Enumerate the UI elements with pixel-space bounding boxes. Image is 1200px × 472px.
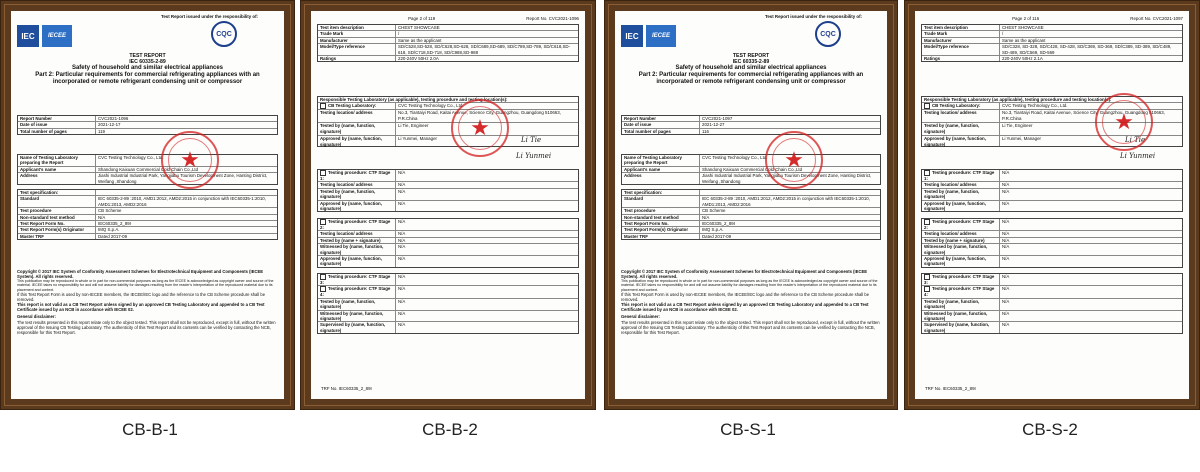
table-row: Test specification: xyxy=(18,190,277,196)
table-row: Model/Type reference SD/C328, SD-328, SD/C428, SD-428, SD/C369, SD-369, SD/C389, SD-389, SD/C489, SD-489, SD/C569, SD-569 xyxy=(922,44,1182,56)
table-row: Standard IEC 60335-2-89 :2010, AMD1:2012, AMD2:2015 in conjunction with IEC60335-1:2010, AMD1:2013, AMD2:2016 xyxy=(622,196,880,208)
table-row: Test procedure CB Scheme xyxy=(18,208,277,214)
lab-seal-stamp xyxy=(451,99,509,157)
table-row: Non-standard test method N/A xyxy=(622,215,880,221)
table-row: CB Testing Laboratory: CVC Testing Technology Co., Ltd. xyxy=(318,103,578,110)
table-row: Standard IEC 60335-2-89 :2010, AMD1:2012, AMD2:2015 in conjunction with IEC60335-1:2010, AMD1:2013, AMD2:2016 xyxy=(18,196,277,208)
certificate-frame-2 xyxy=(300,0,596,410)
table-row: Test Report Form No. IEC60335_2_89I xyxy=(622,221,880,227)
table-row: Test item description CHEST SHOWCASE xyxy=(318,25,578,31)
table-row: Testing procedure: CTF Stage 3: N/A xyxy=(922,274,1182,286)
checkbox xyxy=(320,103,326,109)
table-row: Testing location/ address N/A xyxy=(922,231,1182,237)
table-row: Approved by (name, function, signature) N/A xyxy=(320,256,406,267)
table-row: Name of Testing Laboratory preparing the Report CVC Testing Technology Co., Ltd. xyxy=(622,155,880,167)
star-icon: ★ xyxy=(180,147,200,172)
table-row: Witnessed by (name, function, signature) N/A xyxy=(318,311,578,323)
issued-by-text: Test Report issued under the responsibility of: xyxy=(765,14,863,19)
title-line-1: TEST REPORT xyxy=(129,53,166,59)
certificate-frame-4 xyxy=(904,0,1200,410)
table-row: Testing procedure: CTF Stage 4: N/A xyxy=(318,286,578,298)
certificate-page-3 xyxy=(615,11,887,399)
ctf1-table xyxy=(317,169,579,212)
table-row: Model/Type reference SD/C528,SD-528, SD/C628,SD-628, SD/C689,SD-689, SD/C789,SD-789, SD/C618,SD-618, SD/C718,SD-718, SD/C988,SD-988 xyxy=(318,44,578,56)
test-spec-table xyxy=(621,189,881,240)
table-row: Testing procedure: CTF Stage 2: N/A xyxy=(922,219,1182,231)
copyright-block: Copyright © 2017 IEC System of Conformity Assessment Schemes for Electrotechnical Equipment and Components (IECEE System). All rights reserved. This publication may be reproduced in whole or in part for non-commercial purposes as long as the IECEE is acknowledged as copyright owner and source of the material. IECEE takes no responsibility for and will not assume liability for damages resulting from the reader's interpretation of the reproduced material due to its placement and context. If this Test Report Form is used by non-IECEE members, the IECEE/IEC logo and the reference to the CB Scheme procedure shall be removed. This report is not valid as a CB Test Report unless signed by an approved CB Testing Laboratory and appended to a CB Test Certificate issued by an NCB in accordance with IECEE 02. General disclaimer: The test results presented in this report relate only to the object tested. This report shall not be reproduced, except in full, without the written approval of the Issuing CB Testing Laboratory. The authenticity of this Test Report and its contents can be verified by contacting the NCB, responsible for this Test Report. xyxy=(621,269,880,335)
table-row: Non-standard test method N/A xyxy=(18,215,277,221)
table-row: Master TRF Dated 2017-09 xyxy=(624,233,732,239)
ctf34-table xyxy=(317,273,579,334)
table-row: Applicant's name Shandong Kaixuan Commercial Cold Chain Co.,Ltd xyxy=(18,167,277,173)
table-row: Tested by (name, function, signature) N/A xyxy=(922,299,1182,311)
table-row: Total number of pages 116 xyxy=(624,128,709,134)
table-row: Approved by (name, function, signature) N/A xyxy=(924,256,1010,267)
cqc-logo: CQC xyxy=(815,21,841,47)
table-row: Testing procedure: CTF Stage 2: N/A xyxy=(318,219,578,231)
report-info-table xyxy=(621,115,881,135)
table-row: Report Number CVC2021-1097 xyxy=(622,116,880,122)
table-row: Test item description CHEST SHOWCASE xyxy=(922,25,1182,31)
ctf34-table xyxy=(921,273,1183,334)
page-number: Page 2 of 116 xyxy=(1012,16,1040,21)
iecee-logo: IECEE xyxy=(42,25,72,47)
title-line-3: Safety of household and similar electrical appliances xyxy=(71,65,224,71)
table-row: Total number of pages 119 xyxy=(20,128,105,134)
table-row: Trade Mark / xyxy=(922,31,1182,37)
report-info-table xyxy=(17,115,278,135)
table-row: Master TRF Dated 2017-09 xyxy=(20,233,128,239)
table-row: Test Report Form No. IEC60335_2_89I xyxy=(18,221,277,227)
table-row: CB Testing Laboratory: CVC Testing Technology Co., Ltd. xyxy=(922,103,1182,110)
table-row: Tested by (name, function, signature) Li Tie, Engineer xyxy=(922,123,1182,136)
table-row: Supervised by (name, function, signature) N/A xyxy=(320,322,406,333)
report-title xyxy=(17,53,278,86)
table-row: Witnessed by (name, function, signature) N/A xyxy=(922,244,1182,256)
certificate-frame-3 xyxy=(604,0,898,410)
title-line-4: Part 2: Particular requirements for commercial refrigerating appliances with an incorporated or remote refrigerant condensing unit or compressor xyxy=(35,72,260,85)
report-number: Report No. CVC2021-1097 xyxy=(1130,16,1183,21)
copyright-block: Copyright © 2017 IEC System of Conformity Assessment Schemes for Electrotechnical Equipment and Components (IECEE System). All rights reserved. This publication may be reproduced in whole or in part for non-commercial purposes as long as the IECEE is acknowledged as copyright owner and source of the material. IECEE takes no responsibility for and will not assume liability for damages resulting from the reader's interpretation of the reproduced material due to its placement and context. If this Test Report Form is used by non-IECEE members, the IECEE/IEC logo and the reference to the CB Scheme procedure shall be removed. This report is not valid as a CB Test Report unless signed by an approved CB Testing Laboratory and appended to a CB Test Certificate issued by an NCB in accordance with IECEE 02. General disclaimer: The test results presented in this report relate only to the object tested. This report shall not be reproduced, except in full, without the written approval of the Issuing CB Testing Laboratory. The authenticity of this Test Report and its contents can be verified by contacting the NCB, responsible for this Test Report. xyxy=(17,269,276,335)
table-row: Approved by (name, function, signature) N/A xyxy=(320,200,406,212)
table-row: Ratings 220-240V 50Hz 2.0A xyxy=(320,56,439,62)
lab-seal-stamp xyxy=(765,131,823,189)
table-row: Witnessed by (name, function, signature) N/A xyxy=(922,311,1182,323)
signature-approved: Li Yunmei xyxy=(1120,152,1156,160)
table-row: Date of issue 2021-12-17 xyxy=(18,122,277,128)
ctf2-table xyxy=(921,218,1183,268)
table-row: Test specification: xyxy=(622,190,880,196)
test-spec-table xyxy=(17,189,278,240)
table-row: Approved by (name, function, signature) Li Yunmei, Manager xyxy=(924,136,1041,147)
report-number: Report No. CVC2021-1096 xyxy=(526,16,579,21)
item-table xyxy=(317,24,579,62)
table-row: Testing procedure: CTF Stage 4: N/A xyxy=(922,286,1182,298)
report-title: TEST REPORT IEC 60335-2-89 Safety of household and similar electrical appliances Part 2: Particular requirements for commercial refrigerating appliances with an incorporated or remote refrigerant condensing unit or compressor xyxy=(638,53,864,85)
item-table xyxy=(921,24,1183,62)
title-line-2: IEC 60335-2-89 xyxy=(129,59,166,65)
iec-logo: IEC xyxy=(621,25,643,47)
table-row: Name of Testing Laboratory preparing the Report CVC Testing Technology Co., Ltd. xyxy=(18,155,277,167)
table-row: Date of issue 2021-12-27 xyxy=(622,122,880,128)
certificate-frame-1 xyxy=(0,0,295,410)
applicant-table xyxy=(17,154,278,185)
table-row: Manufacturer Same as the applicant xyxy=(318,38,578,44)
table-row: Testing procedure: CTF Stage 3: N/A xyxy=(318,274,578,286)
table-row: Ratings 220-240V 50Hz 2.1A xyxy=(924,56,1043,62)
caption-3: CB-S-1 xyxy=(720,420,776,439)
table-row: Responsible Testing Laboratory (as applicable), testing procedure and testing location(s): xyxy=(922,97,1182,103)
table-row: Tested by (name, function, signature) N/A xyxy=(318,189,578,201)
table-row: Witnessed by (name, function, signature) N/A xyxy=(318,244,578,256)
lab-seal-stamp xyxy=(161,131,219,189)
lab-seal-stamp xyxy=(1095,93,1153,151)
table-row: Tested by (name, function, signature) N/A xyxy=(318,299,578,311)
caption-1: CB-B-1 xyxy=(122,420,178,439)
table-row: Trade Mark / xyxy=(318,31,578,37)
certificate-page-4 xyxy=(915,11,1189,399)
table-row: Test Report Form(s) Originator IMQ S.p.A. xyxy=(18,227,277,233)
table-row: Test Report Form(s) Originator IMQ S.p.A. xyxy=(622,227,880,233)
signature-tested: Li Tie xyxy=(521,136,542,144)
cqc-logo: CQC xyxy=(211,21,237,47)
table-row: Responsible Testing Laboratory (as applicable), testing procedure and testing location(s): xyxy=(318,97,578,103)
applicant-table xyxy=(621,154,881,185)
table-row: Report Number CVC2021-1096 xyxy=(18,116,277,122)
page-header xyxy=(921,16,1183,21)
table-row: Testing location/ address N/A xyxy=(318,231,578,237)
star-icon: ★ xyxy=(1114,109,1134,134)
issued-by-text: Test Report issued under the responsibility of: xyxy=(161,14,259,19)
table-row: Tested by (name, function, signature) N/A xyxy=(922,189,1182,201)
table-row: Testing procedure: CTF Stage 1: N/A xyxy=(922,170,1182,182)
caption-2: CB-B-2 xyxy=(422,420,478,439)
iecee-logo: IECEE xyxy=(646,25,676,47)
table-row: Address Jiashi Industrial Industrial Park, Yangjiabu Tourism Development Zone, Hanting District, Weifang ,Shandong xyxy=(624,173,872,184)
table-row: Tested by (name + signature) N/A xyxy=(318,238,578,244)
signature-approved: Li Yunmei xyxy=(516,152,552,160)
ctf1-table xyxy=(921,169,1183,212)
ctf2-table xyxy=(317,218,579,268)
signature-tested: Li Tie xyxy=(1125,136,1146,144)
iec-logo: IEC xyxy=(17,25,39,47)
table-row: Test procedure CB Scheme xyxy=(622,208,880,214)
table-row: Testing location/ address N/A xyxy=(922,182,1182,188)
trf-footer: TRF No. IEC60335_2_89I xyxy=(321,385,372,391)
table-row: Testing location/ address N/A xyxy=(318,182,578,188)
table-row: Testing location/ address No.3, Tiantaiyi Road, Kaitai Avenue, Science City, Guangzhou, Guangdong 510663, P.R.China xyxy=(318,110,578,123)
caption-4: CB-S-2 xyxy=(1022,420,1078,439)
table-row: Applicant's name Shandong Kaixuan Commercial Cold Chain Co.,Ltd xyxy=(622,167,880,173)
page-header xyxy=(317,16,579,21)
certificate-page-2 xyxy=(311,11,585,399)
table-row: Supervised by (name, function, signature) N/A xyxy=(924,322,1010,333)
star-icon: ★ xyxy=(784,147,804,172)
table-row: Approved by (name, function, signature) Li Yunmei, Manager xyxy=(320,136,437,147)
table-row: Tested by (name, function, signature) Li Tie, Engineer xyxy=(318,123,578,136)
page-number: Page 2 of 119 xyxy=(408,16,436,21)
star-icon: ★ xyxy=(470,115,490,140)
table-row: Testing procedure: CTF Stage 1: N/A xyxy=(318,170,578,182)
checkbox xyxy=(924,103,930,109)
table-row: Approved by (name, function, signature) N/A xyxy=(924,200,1010,212)
certificate-page-1 xyxy=(11,11,284,399)
table-row: Tested by (name + signature) N/A xyxy=(922,238,1182,244)
trf-footer: TRF No. IEC60335_2_89I xyxy=(925,385,976,391)
table-row: Testing location/ address No.3, Tiantaiyi Road, Kaitai Avenue, Science City, Guangzhou, Guangdong 510663, P.R.China xyxy=(922,110,1182,123)
table-row: Manufacturer Same as the applicant xyxy=(922,38,1182,44)
table-row: Address Jiashi Industrial Industrial Park, Yangjiabu Tourism Development Zone, Hanting District, Weifang ,Shandong xyxy=(20,173,268,184)
